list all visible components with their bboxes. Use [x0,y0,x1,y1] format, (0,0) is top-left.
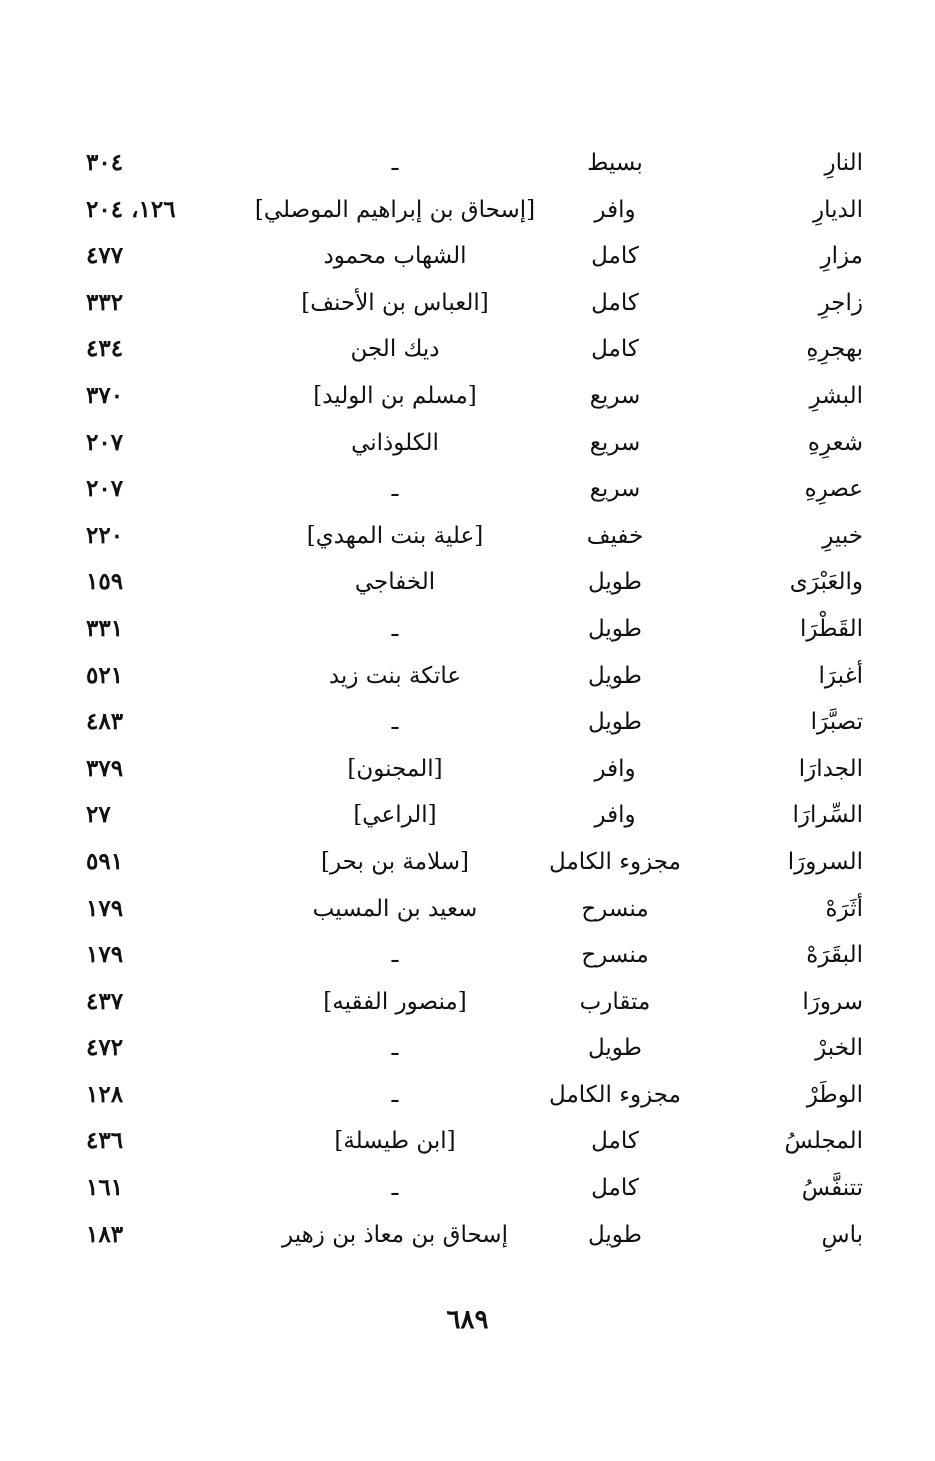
page-reference: ٤٣٦ [86,1127,124,1155]
page-reference: ٤٣٤ [86,335,124,363]
rhyme-word: الخبرْ [815,1035,863,1062]
meter-name: طويل [587,662,642,689]
poet-name: [المجنون] [347,755,443,782]
table-row [0,932,935,979]
table-row [0,1072,935,1119]
rhyme-word: بهجرِهِ [806,336,863,363]
page-reference: ٤٨٣ [86,708,124,736]
page-reference: ٢٢٠ [86,521,124,549]
page-reference: ٣٠٤ [86,149,124,176]
page-reference: ١٨٣ [86,1220,124,1248]
rhyme-word: تتنفَّسُ [801,1175,863,1202]
poet-name: الكلوذاني [351,429,439,456]
meter-name: كامل [591,243,639,270]
rhyme-index-table [0,140,935,1258]
page-reference: ١٢٨ [86,1080,124,1108]
meter-name: وافر [594,196,636,223]
table-row [0,699,935,746]
page-reference: ٥٩١ [86,847,124,875]
table-row [0,187,935,234]
rhyme-word: والعَبْرَى [789,569,863,596]
poet-name: الخفاجي [354,569,436,596]
table-row [0,559,935,606]
poet-name: [منصور الفقيه] [323,988,467,1015]
poet-name: [مسلم بن الوليد] [313,382,477,409]
page-reference: ١٦١ [86,1174,124,1202]
rhyme-word: مزارِ [820,243,863,270]
meter-name: بسيط [587,150,643,176]
meter-name: مجزوء الكامل [549,1081,681,1108]
page-reference: ٤٧٢ [86,1034,124,1062]
table-row [0,513,935,560]
meter-name: طويل [587,569,642,596]
poet-name: ـ [391,615,399,642]
page-reference: ١٧٩ [86,894,124,922]
table-row [0,792,935,839]
table-row [0,606,935,653]
page-reference: ٣٣١ [86,614,124,642]
meter-name: سريع [589,476,641,503]
rhyme-word: أثَرَهْ [825,895,863,922]
meter-name: طويل [587,1035,642,1062]
page-reference: ١٧٩ [86,941,124,969]
meter-name: خفيف [586,522,644,549]
meter-name: طويل [587,1221,642,1248]
rhyme-word: البشرِ [809,382,863,409]
table-row [0,1165,935,1212]
rhyme-word: الجدارَا [798,755,863,782]
table-row [0,466,935,513]
meter-name: سريع [589,429,641,456]
rhyme-word: النارِ [824,150,863,176]
page-reference: ٢٧ [86,801,111,829]
meter-name: طويل [587,615,642,642]
rhyme-word: أغبرَا [818,662,863,689]
page-reference: ٣٧٠ [86,381,124,409]
meter-name: طويل [587,709,642,736]
page-reference: ٤٧٧ [86,242,124,270]
table-row [0,280,935,327]
poet-name: ـ [391,1175,399,1202]
table-row [0,746,935,793]
table-row [0,140,935,187]
poet-name: [إسحاق بن إبراهيم الموصلي] [254,196,536,223]
meter-name: وافر [594,755,636,782]
rhyme-word: السرورَا [787,848,863,875]
poet-name: ـ [391,1035,399,1062]
table-row [0,233,935,280]
poet-name: ديك الجن [350,336,440,363]
poet-name: عاتكة بنت زيد [328,662,462,689]
rhyme-word: الديارِ [813,196,863,223]
page-reference: ٥٢١ [86,661,124,689]
poet-name: ـ [391,942,399,969]
page-reference: ٣٣٢ [86,288,124,316]
rhyme-word: باسِ [821,1221,863,1248]
page-reference: ٢٠٧ [86,475,124,503]
rhyme-word: البقَرَهْ [806,942,863,969]
rhyme-word: تصبَّرَا [810,709,863,736]
poet-name: ـ [391,150,399,176]
page-reference: ١٥٩ [86,568,124,596]
table-row [0,653,935,700]
meter-name: كامل [591,289,639,316]
meter-name: سريع [589,382,641,409]
poet-name: ـ [391,476,399,503]
table-row [0,1118,935,1165]
poet-name: [الراعي] [353,802,437,829]
meter-name: كامل [591,1175,639,1202]
page-reference: ٢٠٧ [86,428,124,456]
table-row [0,886,935,933]
poet-name: [علية بنت المهدي] [306,522,484,549]
table-row [0,1025,935,1072]
rhyme-word: السِّرارَا [792,802,863,829]
table-row [0,979,935,1026]
meter-name: وافر [594,802,636,829]
poet-name: [سلامة بن بحر] [320,848,470,875]
meter-name: منسرح [581,942,649,969]
meter-name: متقارب [579,988,651,1015]
rhyme-word: الوطَرْ [806,1081,863,1108]
poet-name: إسحاق بن معاذ بن زهير [282,1221,508,1248]
table-row [0,1212,935,1259]
page-number: ٦٨٩ [446,1305,489,1335]
rhyme-word: خبيرِ [822,522,863,549]
rhyme-word: المجلسُ [784,1128,863,1155]
page-reference: ١٢٦، ٢٠٤ [86,195,176,223]
meter-name: كامل [591,336,639,363]
table-row [0,373,935,420]
rhyme-word: سرورَا [802,988,863,1015]
rhyme-word: القَطْرَا [800,615,863,642]
table-row [0,420,935,467]
poet-name: ـ [391,709,399,736]
poet-name: الشهاب محمود [323,243,467,270]
meter-name: منسرح [581,895,649,922]
poet-name: سعيد بن المسيب [312,895,478,922]
rhyme-word: عصرِهِ [804,476,863,503]
meter-name: كامل [591,1128,639,1155]
rhyme-word: شعرِهِ [807,429,863,456]
table-row [0,839,935,886]
table-row [0,326,935,373]
rhyme-word: زاجرِ [818,289,863,316]
poet-name: ـ [391,1081,399,1108]
poet-name: [العباس بن الأحنف] [301,289,489,316]
page-reference: ٣٧٩ [86,754,124,782]
page-reference: ٤٣٧ [86,987,124,1015]
poet-name: [ابن طيسلة] [334,1128,456,1155]
meter-name: مجزوء الكامل [549,848,681,875]
